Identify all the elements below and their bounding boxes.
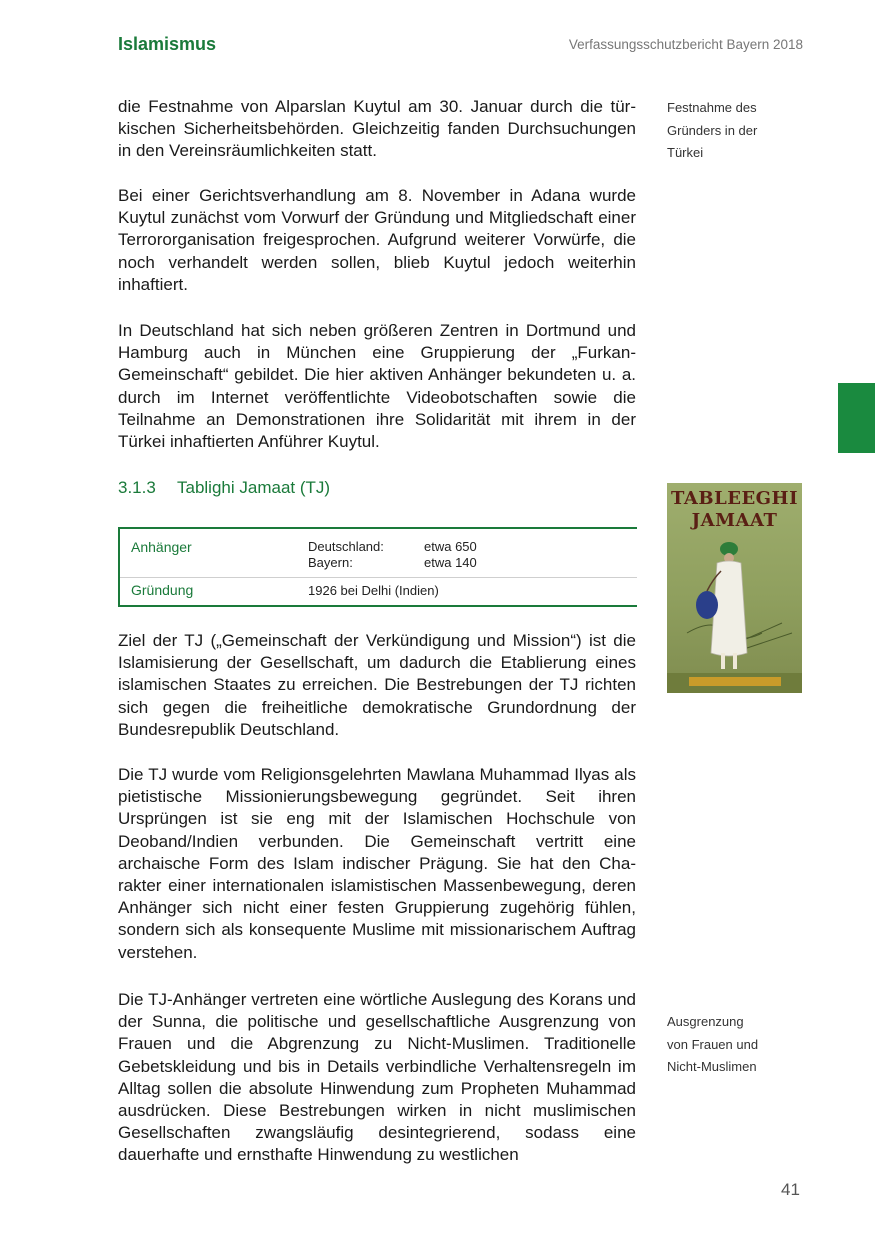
fact-region-bavaria: Bayern: xyxy=(308,555,353,570)
margin-note-line: Türkei xyxy=(667,145,704,160)
fact-label-founding: Gründung xyxy=(131,582,194,598)
cover-illustration xyxy=(667,483,802,693)
fact-region-germany: Deutschland: xyxy=(308,539,384,554)
margin-note-line: Festnahme des xyxy=(667,100,757,115)
section-title xyxy=(118,478,330,498)
margin-note-arrest xyxy=(667,97,797,165)
margin-note-line: Nicht-Muslimen xyxy=(667,1059,757,1074)
fact-value-bavaria: etwa 140 xyxy=(424,555,477,570)
margin-note-exclusion xyxy=(667,1011,797,1079)
paragraph-5: Die TJ wurde vom Religionsgelehrten Mawlana Muhammad Ilyas als pietistische Missionierungsbewegung gegründet. Seit ihren Ursprüngen ist sie eng mit der Islamischen Hochschule von Deoband/Indien verbunden. Die Gemeinschaft vertritt eine archaische Form des Islam indischer Prägung. Sie hat den Charakter einer internationalen islamistischen Massenbewegung, deren Anhänger sich nicht einer festen Gruppierung zugehörig fühlen, sondern sich als konsequente Muslime mit missionarischem Auftrag verstehen. xyxy=(118,765,636,962)
fact-value-founding: 1926 bei Delhi (Indien) xyxy=(308,583,439,598)
cover-title-line1: TABLEEGHI xyxy=(671,488,798,509)
report-title: Verfassungsschutzbericht Bayern 2018 xyxy=(568,37,803,52)
fact-box xyxy=(118,527,637,607)
fact-value-germany: etwa 650 xyxy=(424,539,477,554)
section-number: 3.1.3 xyxy=(118,478,156,497)
book-cover-image xyxy=(667,483,802,693)
chapter-tab xyxy=(838,383,875,453)
cover-title-line2: JAMAAT xyxy=(691,510,778,531)
page-number: 41 xyxy=(781,1180,800,1199)
margin-note-line: von Frauen und xyxy=(667,1036,759,1052)
paragraph-2: Bei einer Gerichtsverhandlung am 8. November in Adana wurde Kuytul zunächst vom Vorwurf der Gründung und Mitgliedschaft einer Terrororganisation freigesprochen. Aufgrund weiterer Vorwürfe, die noch verhandelt werden sollen, blieb Kuytul jedoch weiterhin inhaftiert. xyxy=(118,186,636,294)
section-heading: Islamismus xyxy=(118,34,217,54)
paragraph-1: die Festnahme von Alparslan Kuytul am 30. Januar durch die türkischen Sicherheitsbehörden. Gleichzeitig fanden Durchsuchungen in den Vereinsräumlichkeiten statt. xyxy=(118,97,636,161)
paragraph-6: Die TJ-Anhänger vertreten eine wörtliche Auslegung des Korans und der Sunna, die politische und gesellschaftliche Ausgrenzung von Frauen und die Abgrenzung zu Nicht-Muslimen. Traditionelle Gebetskleidung und bis in Details verbindliche Verhaltensregeln im Alltag sollen die absolute Hinwendung zum Propheten Muhammad ausdrücken. Diese Bestrebungen wirken in nicht muslimischen Gesellschaften zwangsläufig desintegrierend, sodass eine dauerhafte und ernsthafte Hinwendung zu westlichen xyxy=(118,990,636,1165)
fact-row-followers xyxy=(120,529,637,578)
section-title-text: Tablighi Jamaat (TJ) xyxy=(177,478,331,497)
fact-label-followers: Anhänger xyxy=(131,539,192,555)
margin-note-line: Ausgrenzung xyxy=(667,1014,744,1029)
paragraph-4: Ziel der TJ („Gemeinschaft der Verkündigung und Mission“) ist die Islamisierung der Gesellschaft, um dadurch die Etablierung eines islamischen Staates zu erreichen. Die Bestrebungen der TJ richten sich gegen die freiheitliche demokratische Grundordnung der Bundesrepublik Deutschland. xyxy=(118,631,636,739)
paragraph-3: In Deutschland hat sich neben größeren Zentren in Dortmund und Hamburg auch in München eine Gruppierung der „Furkan-Gemeinschaft“ gebildet. Die hier aktiven Anhänger bekundeten u. a. durch im Internet veröffentlichte Videobotschaften sowie die Teilnahme an Demonstrationen ihre Solidarität mit ihrem in der Türkei inhaftierten Anführer Kuytul. xyxy=(118,321,636,452)
margin-note-line: Gründers in der xyxy=(667,122,758,138)
fact-row-founding xyxy=(120,577,637,605)
